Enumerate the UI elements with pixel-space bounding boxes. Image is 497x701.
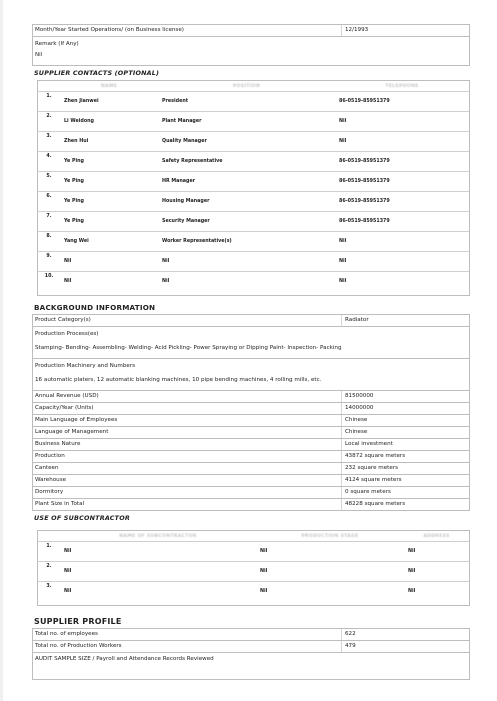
sub-name: Nil [60, 582, 256, 602]
background-row-label: Language of Management [33, 427, 342, 438]
contacts-title: SUPPLIER CONTACTS (OPTIONAL) [34, 69, 160, 77]
sub-num: 3. [38, 582, 60, 602]
machinery-block [32, 359, 470, 391]
contact-telephone: 86-0519-85951379 [335, 92, 469, 112]
sub-stage: Nil [256, 542, 404, 562]
contact-row [38, 232, 469, 252]
background-row-label: Canteen [33, 463, 342, 474]
profile-row-label: Total no. of employees [33, 629, 342, 640]
sub-num: 1. [38, 542, 60, 562]
process-label: Production Process(es) [35, 331, 99, 337]
contact-position: Nil [158, 252, 335, 272]
background-row-value: Local investment [345, 441, 393, 447]
contact-name: Ye Ping [60, 212, 158, 232]
contact-row [38, 252, 469, 272]
background-row-value: 81500000 [345, 393, 374, 399]
contact-num: 9. [38, 252, 60, 272]
contact-num: 6. [38, 192, 60, 212]
contact-name: Nil [60, 252, 158, 272]
contact-telephone: 86-0519-85951379 [335, 152, 469, 172]
contact-name: Ye Ping [60, 152, 158, 172]
contact-row [38, 172, 469, 192]
background-row-value: 4124 square meters [345, 477, 402, 483]
contact-row [38, 212, 469, 232]
subcontractor-row [38, 542, 469, 562]
sub-header-name: NAME OF SUBCONTRACTOR [119, 533, 197, 539]
contact-position: Safety Representative [158, 152, 335, 172]
contact-name: Yang Wei [60, 232, 158, 252]
sub-num: 2. [38, 562, 60, 582]
contact-num: 10. [38, 272, 60, 292]
contact-row [38, 132, 469, 152]
contact-position: Security Manager [158, 212, 335, 232]
contact-position: President [158, 92, 335, 112]
contact-name: Ye Ping [60, 172, 158, 192]
contact-telephone: Nil [335, 232, 469, 252]
contact-telephone: Nil [335, 132, 469, 152]
background-row-label: Main Language of Employees [33, 415, 342, 426]
process-value: Stamping- Bending- Assembling- Welding- Acid Pickling- Power Spraying or Dipping Paint- Inspection- Packing [35, 345, 342, 351]
profile-row-value: 479 [345, 643, 356, 649]
contact-num: 1. [38, 92, 60, 112]
contact-num: 3. [38, 132, 60, 152]
started-operations-label: Month/Year Started Operations/ (on Business license) [33, 25, 342, 36]
background-row [32, 499, 470, 511]
contact-row [38, 152, 469, 172]
profile-row-label: Total no. of Production Workers [33, 641, 342, 652]
document-page [32, 0, 470, 680]
background-row [32, 463, 470, 475]
contact-num: 4. [38, 152, 60, 172]
subcontractor-table [38, 531, 469, 601]
product-category-row [32, 314, 470, 327]
contact-telephone: 86-0519-85951379 [335, 172, 469, 192]
remark-block [32, 37, 470, 66]
subcontractor-row [38, 562, 469, 582]
contact-row [38, 92, 469, 112]
contact-position: Worker Representative(s) [158, 232, 335, 252]
product-category-value: Radiator [345, 317, 369, 323]
contact-row [38, 272, 469, 292]
left-margin [0, 0, 3, 701]
contact-telephone: 86-0519-85951379 [335, 192, 469, 212]
background-row [32, 403, 470, 415]
background-row-value: 232 square meters [345, 465, 399, 471]
profile-title: SUPPLIER PROFILE [34, 617, 122, 626]
contact-position: Nil [158, 272, 335, 292]
background-row [32, 427, 470, 439]
background-row [32, 475, 470, 487]
contact-num: 2. [38, 112, 60, 132]
background-row [32, 487, 470, 499]
contacts-header-name: NAME [100, 83, 118, 89]
sub-address: Nil [404, 582, 469, 602]
background-row [32, 415, 470, 427]
background-row-value: 48228 square meters [345, 501, 406, 507]
contact-telephone: Nil [335, 272, 469, 292]
background-row-label: Warehouse [33, 475, 342, 486]
background-row [32, 451, 470, 463]
started-operations-value: 12/1993 [345, 27, 369, 33]
contacts-header-position: POSITION [232, 83, 261, 89]
background-row-label: Production [33, 451, 342, 462]
remark-label: Remark (If Any) [35, 41, 79, 47]
process-block [32, 327, 470, 359]
sub-name: Nil [60, 542, 256, 562]
background-title: BACKGROUND INFORMATION [34, 303, 156, 312]
subcontractor-title: USE OF SUBCONTRACTOR [34, 514, 130, 522]
contact-position: HR Manager [158, 172, 335, 192]
sub-stage: Nil [256, 582, 404, 602]
sub-col-num [38, 531, 60, 542]
background-row-label: Annual Revenue (USD) [33, 391, 342, 402]
product-category-label: Product Category(s) [33, 315, 342, 326]
contact-row [38, 112, 469, 132]
subcontractor-table-box [37, 530, 470, 606]
sub-name: Nil [60, 562, 256, 582]
sub-header-address: ADDRESS [423, 533, 450, 539]
background-row-label: Dormitory [33, 487, 342, 498]
subcontractor-row [38, 582, 469, 602]
background-rows [32, 391, 470, 511]
contact-row [38, 192, 469, 212]
contact-telephone: Nil [335, 112, 469, 132]
remark-value: Nil [35, 52, 43, 58]
contact-num: 5. [38, 172, 60, 192]
contact-telephone: 86-0519-85951379 [335, 212, 469, 232]
background-row-value: 0 square meters [345, 489, 391, 495]
audit-block [32, 653, 470, 680]
contact-position: Plant Manager [158, 112, 335, 132]
profile-row [32, 628, 470, 641]
contacts-table [38, 81, 469, 291]
background-row-label: Plant Size in Total [33, 499, 342, 510]
background-row-value: Chinese [345, 417, 368, 423]
started-operations-row [32, 24, 470, 37]
sub-stage: Nil [256, 562, 404, 582]
contact-num: 8. [38, 232, 60, 252]
contacts-col-num [38, 81, 60, 92]
contact-name: Li Weidong [60, 112, 158, 132]
contacts-table-box [37, 80, 470, 296]
sub-address: Nil [404, 562, 469, 582]
sub-address: Nil [404, 542, 469, 562]
audit-label: AUDIT SAMPLE SIZE / Payroll and Attendance Records Reviewed [35, 656, 214, 662]
contact-telephone: Nil [335, 252, 469, 272]
contact-position: Housing Manager [158, 192, 335, 212]
machinery-value: 16 automatic platers, 12 automatic blanking machines, 10 pipe bending machines, 4 rolling mills, etc. [35, 377, 322, 383]
machinery-label: Production Machinery and Numbers [35, 363, 136, 369]
contact-position: Quality Manager [158, 132, 335, 152]
background-row [32, 439, 470, 451]
background-row [32, 391, 470, 403]
profile-row [32, 641, 470, 653]
contact-name: Zhen Hui [60, 132, 158, 152]
background-row-label: Business Nature [33, 439, 342, 450]
contact-name: Nil [60, 272, 158, 292]
contact-num: 7. [38, 212, 60, 232]
sub-header-stage: PRODUCTION STAGE [301, 533, 359, 539]
background-row-value: 14000000 [345, 405, 374, 411]
contact-name: Zhen Jianwei [60, 92, 158, 112]
background-row-value: Chinese [345, 429, 368, 435]
background-row-value: 43872 square meters [345, 453, 406, 459]
profile-row-value: 622 [345, 631, 356, 637]
profile-rows [32, 628, 470, 653]
background-row-label: Capacity/Year (Units) [33, 403, 342, 414]
contacts-header-telephone: TELEPHONE [385, 83, 419, 89]
contact-name: Ye Ping [60, 192, 158, 212]
